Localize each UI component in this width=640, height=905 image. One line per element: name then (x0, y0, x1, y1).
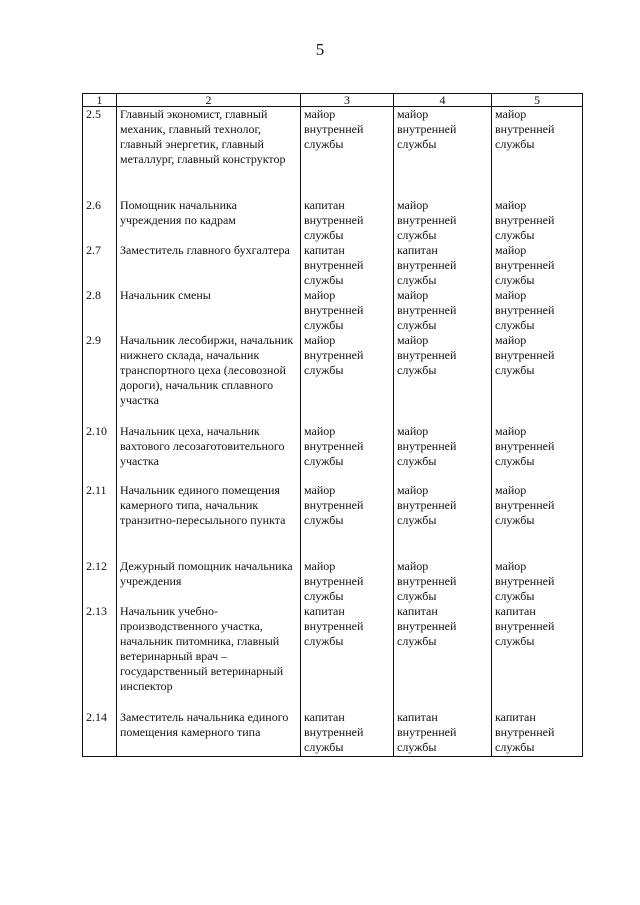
table-row (83, 604, 583, 710)
position-title: Начальник смены (117, 288, 301, 333)
header-col-2: 2 (117, 94, 301, 107)
rank-col-5: майор внутренней службы (492, 424, 583, 483)
row-number: 2.10 (83, 424, 117, 483)
position-title: Заместитель начальника единого помещения камерного типа (117, 710, 301, 757)
rank-col-4: капитан внутренней службы (394, 710, 492, 757)
table-row (83, 107, 583, 198)
row-number: 2.9 (83, 333, 117, 424)
rank-col-4: майор внутренней службы (394, 198, 492, 243)
rank-col-4: майор внутренней службы (394, 288, 492, 333)
rank-col-5: майор внутренней службы (492, 243, 583, 288)
rank-col-5: капитан внутренней службы (492, 710, 583, 757)
rank-col-3: майор внутренней службы (301, 288, 394, 333)
rank-col-3: капитан внутренней службы (301, 198, 394, 243)
header-col-1: 1 (83, 94, 117, 107)
rank-col-5: капитан внутренней службы (492, 604, 583, 710)
rank-col-4: майор внутренней службы (394, 559, 492, 604)
row-number: 2.8 (83, 288, 117, 333)
rank-col-5: майор внутренней службы (492, 198, 583, 243)
table-row (83, 424, 583, 483)
rank-col-4: майор внутренней службы (394, 107, 492, 198)
row-number: 2.7 (83, 243, 117, 288)
rank-col-4: майор внутренней службы (394, 333, 492, 424)
table-row (83, 198, 583, 243)
rank-col-3: майор внутренней службы (301, 424, 394, 483)
position-title: Дежурный помощник начальника учреждения (117, 559, 301, 604)
rank-col-3: капитан внутренней службы (301, 710, 394, 757)
header-col-3: 3 (301, 94, 394, 107)
row-number: 2.13 (83, 604, 117, 710)
position-title: Начальник единого помещения камерного типа, начальник транзитно-пересыльного пункта (117, 483, 301, 559)
rank-col-5: майор внутренней службы (492, 107, 583, 198)
page-number: 5 (315, 40, 325, 59)
row-number: 2.14 (83, 710, 117, 757)
header-col-4: 4 (394, 94, 492, 107)
position-title: Главный экономист, главный механик, главный технолог, главный энергетик, главный металлург, главный конструктор (117, 107, 301, 198)
table-header-row (83, 94, 583, 107)
rank-col-5: майор внутренней службы (492, 333, 583, 424)
position-title: Помощник начальника учреждения по кадрам (117, 198, 301, 243)
rank-col-5: майор внутренней службы (492, 483, 583, 559)
position-title: Начальник учебно-производственного участка, начальник питомника, главный ветеринарный врач – государственный ветеринарный инспектор (117, 604, 301, 710)
rank-col-3: капитан внутренней службы (301, 604, 394, 710)
rank-col-4: капитан внутренней службы (394, 243, 492, 288)
rank-col-4: майор внутренней службы (394, 424, 492, 483)
position-title: Заместитель главного бухгалтера (117, 243, 301, 288)
rank-col-3: майор внутренней службы (301, 483, 394, 559)
table-row (83, 710, 583, 757)
table-row (83, 288, 583, 333)
table-row (83, 559, 583, 604)
rank-col-3: майор внутренней службы (301, 333, 394, 424)
row-number: 2.5 (83, 107, 117, 198)
row-number: 2.6 (83, 198, 117, 243)
rank-col-3: майор внутренней службы (301, 559, 394, 604)
rank-col-3: капитан внутренней службы (301, 243, 394, 288)
rank-col-4: капитан внутренней службы (394, 604, 492, 710)
position-title: Начальник лесобиржи, начальник нижнего склада, начальник транспортного цеха (лесовозной дороги), начальник сплавного участка (117, 333, 301, 424)
rank-col-5: майор внутренней службы (492, 559, 583, 604)
rank-col-5: майор внутренней службы (492, 288, 583, 333)
table-row (83, 333, 583, 424)
ranks-table (82, 93, 583, 757)
table-row (83, 483, 583, 559)
table-row (83, 243, 583, 288)
row-number: 2.12 (83, 559, 117, 604)
rank-col-4: майор внутренней службы (394, 483, 492, 559)
position-title: Начальник цеха, начальник вахтового лесозаготовительного участка (117, 424, 301, 483)
header-col-5: 5 (492, 94, 583, 107)
row-number: 2.11 (83, 483, 117, 559)
rank-col-3: майор внутренней службы (301, 107, 394, 198)
